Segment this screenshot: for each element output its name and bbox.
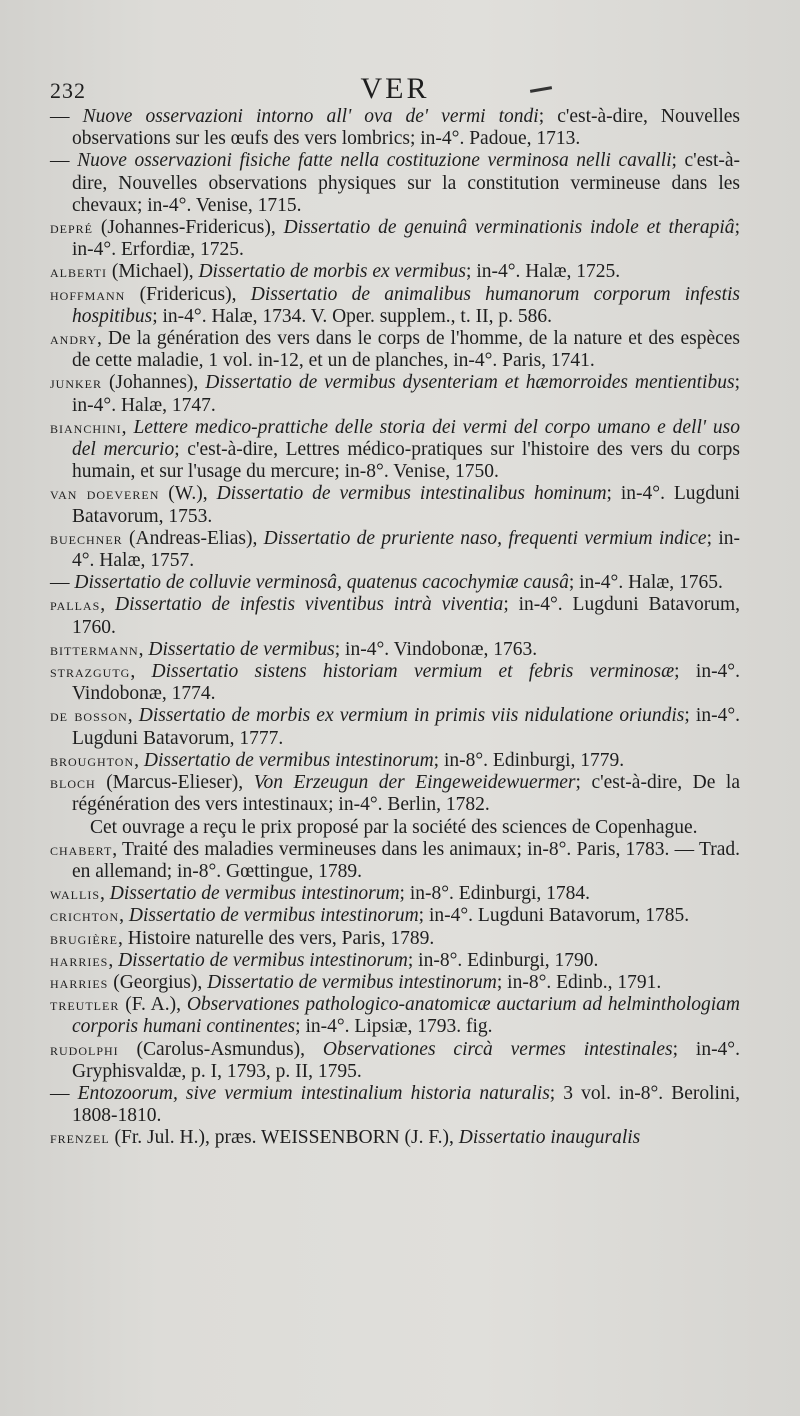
entry-author: crichton xyxy=(50,906,120,926)
entry-rest: ; c'est-à-dire, Lettres médico-pratiques sur l'histoire des vers du corps humain, et sur l'usage du mercure; in-8°. Venise, 1750. xyxy=(72,439,741,483)
entry-author: broughton xyxy=(50,750,135,770)
entry-prefix: (W.), xyxy=(159,483,217,505)
entry-author: frenzel xyxy=(50,1128,110,1148)
bibliography-entry xyxy=(50,372,740,416)
entry-prefix: (Carolus-Asmundus), xyxy=(118,1038,323,1060)
entry-author: bittermann xyxy=(50,639,139,659)
entry-prefix: , xyxy=(134,749,144,771)
entry-prefix: (Andreas-Elias), xyxy=(122,527,264,549)
entry-rest: Traité des maladies vermineuses dans les animaux; in-8°. Paris, 1783. — Trad. en allemand; in-8°. Gœttingue, 1789. xyxy=(72,838,740,882)
entry-title: Dissertatio de genuinâ verminationis indole et therapiâ xyxy=(283,217,735,239)
entry-author: strazgutg xyxy=(50,662,131,682)
entry-rest: ; in-4°. Gryphisvaldæ, p. I, 1793, p. II, 1795. xyxy=(72,1038,740,1082)
bibliography-entry xyxy=(50,1039,740,1083)
entry-title: Nuove osservazioni intorno all' ova de' vermi tondi xyxy=(82,106,539,127)
entry-author: bianchini xyxy=(50,417,122,437)
entry-author: junker xyxy=(50,373,103,393)
entry-rest: Histoire naturelle des vers, Paris, 1789. xyxy=(127,927,435,949)
entry-rest: ; c'est-à-dire, Nouvelles observations sur les œufs des vers lombrics; in-4°. Padoue, 1713. xyxy=(72,106,740,150)
entry-title: Dissertatio de animalibus humanorum corporum infestis hospitibus xyxy=(72,283,740,327)
entry-rest: ; in-4°. Halæ, 1757. xyxy=(72,527,740,572)
bibliography-entry xyxy=(50,528,740,572)
entry-rest: ; in-4°. Lipsiæ, 1793. fig. xyxy=(295,1016,493,1038)
entry-prefix: , xyxy=(118,927,128,949)
bibliography-entry xyxy=(50,705,740,749)
entry-author: de bosson xyxy=(50,706,128,726)
entry-prefix: , xyxy=(100,594,115,616)
entry-author: wallis xyxy=(50,884,100,904)
bibliography-entry xyxy=(50,150,740,217)
entry-title: Entozoorum, sive vermium intestinalium historia naturalis xyxy=(77,1082,550,1104)
entry-rest: ; c'est-à-dire, Nouvelles observations physiques sur la constitution vermineuse dans les chevaux; in-4°. Venise, 1715. xyxy=(72,150,740,216)
page-header xyxy=(50,72,740,106)
entry-prefix: (Fr. Jul. H.), præs. WEISSENBORN (J. F.), xyxy=(109,1127,459,1149)
entry-title: Nuove osservazioni fisiche fatte nella costituzione verminosa nelli cavalli xyxy=(77,150,672,172)
entry-rest: ; in-4°. Erfordiæ, 1725. xyxy=(72,217,740,261)
entry-title: Von Erzeugun der Eingeweidewuermer xyxy=(253,772,576,794)
entry-rest: ; c'est-à-dire, De la régénération des vers intestinaux; in-4°. Berlin, 1782. xyxy=(72,772,740,816)
entry-rest: ; in-8°. Edinb., 1791. xyxy=(496,971,662,993)
bibliography-entry xyxy=(50,328,740,372)
entry-author: andry xyxy=(50,329,98,349)
entry-prefix: (Georgius), xyxy=(108,971,208,993)
entry-author: buechner xyxy=(50,528,123,548)
entry-rest: ; in-4°. Halæ, 1765. xyxy=(568,572,723,594)
entry-rest: ; 3 vol. in-8°. Berolini, 1808-1810. xyxy=(72,1082,741,1127)
entry-prefix: , xyxy=(127,705,139,727)
entry-title: Dissertatio de morbis ex vermibus xyxy=(198,261,467,283)
bibliography-entry xyxy=(50,284,740,328)
page-number: 232 xyxy=(50,78,86,103)
entry-author: chabert xyxy=(50,839,113,859)
entry-title: Dissertatio de colluvie verminosâ, quatenus cacochymiæ causâ xyxy=(74,572,569,594)
entry-rest: ; in-4°. Lugduni Batavorum, 1753. xyxy=(72,483,740,527)
running-head: VER xyxy=(360,72,430,105)
entry-prefix: , xyxy=(119,905,129,927)
bibliography-entry xyxy=(50,883,740,905)
entry-prefix: — xyxy=(50,1082,78,1104)
entry-author: brugière xyxy=(50,928,118,948)
entry-prefix: (Johannes-Fridericus), xyxy=(93,217,284,239)
bibliography-entry xyxy=(50,750,740,772)
entry-title: Dissertatio sistens historiam vermium et febris verminosæ xyxy=(151,661,675,683)
entry-prefix: , xyxy=(108,949,119,971)
entry-prefix: (Johannes), xyxy=(102,372,206,394)
entry-rest: ; in-4°. Vindobonæ, 1763. xyxy=(334,638,538,660)
entry-prefix: — xyxy=(50,572,75,594)
entry-author: harries xyxy=(50,972,109,992)
entry-rest: ; in-4°. Lugduni Batavorum, 1785. xyxy=(418,905,690,927)
bibliography-entry xyxy=(50,594,740,638)
entry-title: Dissertatio de vermibus intestinalibus hominum xyxy=(216,483,607,505)
entry-rest: ; in-8°. Edinburgi, 1784. xyxy=(399,883,591,905)
entry-author: alberti xyxy=(50,262,107,282)
bibliography-entry xyxy=(50,483,740,527)
entry-prefix: (F. A.), xyxy=(119,994,187,1016)
entry-rest: ; in-4°. Lugduni Batavorum, 1760. xyxy=(72,594,740,638)
entry-author: depré xyxy=(50,218,94,238)
entry-title: Dissertatio de vermibus dysenteriam et hæmorroides mentientibus xyxy=(205,372,735,394)
entry-title: Observationes circà vermes intestinales xyxy=(322,1038,673,1060)
entry-prefix: , xyxy=(97,328,108,350)
bibliography-entry xyxy=(50,972,740,994)
entry-author: hoffmann xyxy=(50,284,126,304)
bibliography-entry xyxy=(50,217,740,261)
entry-author: harries xyxy=(50,950,109,970)
entry-prefix: (Fridericus), xyxy=(125,283,251,305)
bibliography-entry xyxy=(50,639,740,661)
entry-rest: ; in-4°. Halæ, 1747. xyxy=(72,372,740,416)
entry-prefix: , xyxy=(100,883,110,905)
entry-title: Dissertatio de vermibus intestinorum xyxy=(143,749,434,771)
entry-rest: ; in-4°. Vindobonæ, 1774. xyxy=(72,661,740,705)
entry-title: Dissertatio de vermibus xyxy=(148,638,335,660)
entry-author: van doeveren xyxy=(50,484,160,504)
entry-author: bloch xyxy=(50,773,96,793)
entry-rest: ; in-4°. Lugduni Batavorum, 1777. xyxy=(72,705,740,749)
bibliography-entry xyxy=(50,661,740,705)
entry-rest: ; in-8°. Edinburgi, 1779. xyxy=(433,749,625,771)
bibliography-entry xyxy=(50,950,740,972)
entry-title: Dissertatio inauguralis xyxy=(458,1127,641,1149)
bibliography-entry xyxy=(50,1127,740,1149)
bibliography-list xyxy=(50,106,740,1150)
bibliography-entry xyxy=(50,839,740,883)
entry-author: treutler xyxy=(50,995,120,1015)
entry-title: Dissertatio de infestis viventibus intrà viventia xyxy=(114,594,504,616)
entry-title: Lettere medico-prattiche delle storia dei vermi del corpo umano e dell' uso del mercurio xyxy=(72,416,741,461)
entry-title: Dissertatio de vermibus intestinorum xyxy=(118,949,408,971)
entry-prefix: , xyxy=(112,838,123,860)
bibliography-entry xyxy=(50,772,740,816)
bibliography-entry xyxy=(50,106,740,150)
entry-prefix: , xyxy=(138,638,149,660)
entry-prefix: — xyxy=(50,106,83,127)
bibliography-entry xyxy=(50,1083,740,1127)
entry-title: Dissertatio de vermibus intestinorum xyxy=(207,971,497,993)
entry-prefix: (Marcus-Elieser), xyxy=(95,772,254,794)
entry-rest: ; in-4°. Halæ, 1725. xyxy=(466,261,621,283)
bibliography-entry xyxy=(50,572,740,594)
entry-prefix: , xyxy=(121,416,134,438)
entry-title: Dissertatio de vermibus intestinorum xyxy=(128,905,419,927)
bibliography-entry xyxy=(50,817,740,839)
entry-title: Dissertatio de pruriente naso, frequenti vermium indice xyxy=(263,527,707,549)
entry-rest: De la génération des vers dans le corps de l'homme, de la nature et des espèces de cette maladie, 1 vol. in-12, et un de planches, in-4°. Paris, 1741. xyxy=(72,328,741,372)
entry-rest: ; in-8°. Edinburgi, 1790. xyxy=(407,949,599,971)
bibliography-entry xyxy=(50,417,740,484)
bibliography-entry xyxy=(50,261,740,283)
bibliography-entry xyxy=(50,905,740,927)
entry-prefix: (Michael), xyxy=(106,261,199,283)
bibliography-entry xyxy=(50,994,740,1038)
entry-title: Observationes pathologico-anatomicæ auctarium ad helminthologiam corporis humani continentes xyxy=(72,994,741,1038)
entry-author: pallas xyxy=(50,595,101,615)
entry-author: rudolphi xyxy=(50,1039,119,1059)
bibliography-entry xyxy=(50,928,740,950)
entry-rest: ; in-4°. Halæ, 1734. V. Oper. supplem., t. II, p. 586. xyxy=(152,305,552,327)
entry-prefix: , xyxy=(130,661,152,683)
entry-prefix: — xyxy=(50,150,78,172)
entry-title: Dissertatio de vermibus intestinorum xyxy=(109,883,400,905)
entry-title: Dissertatio de morbis ex vermium in primis viis nidulatione oriundis xyxy=(138,705,685,727)
entry-rest: Cet ouvrage a reçu le prix proposé par la société des sciences de Copenhague. xyxy=(90,816,698,838)
